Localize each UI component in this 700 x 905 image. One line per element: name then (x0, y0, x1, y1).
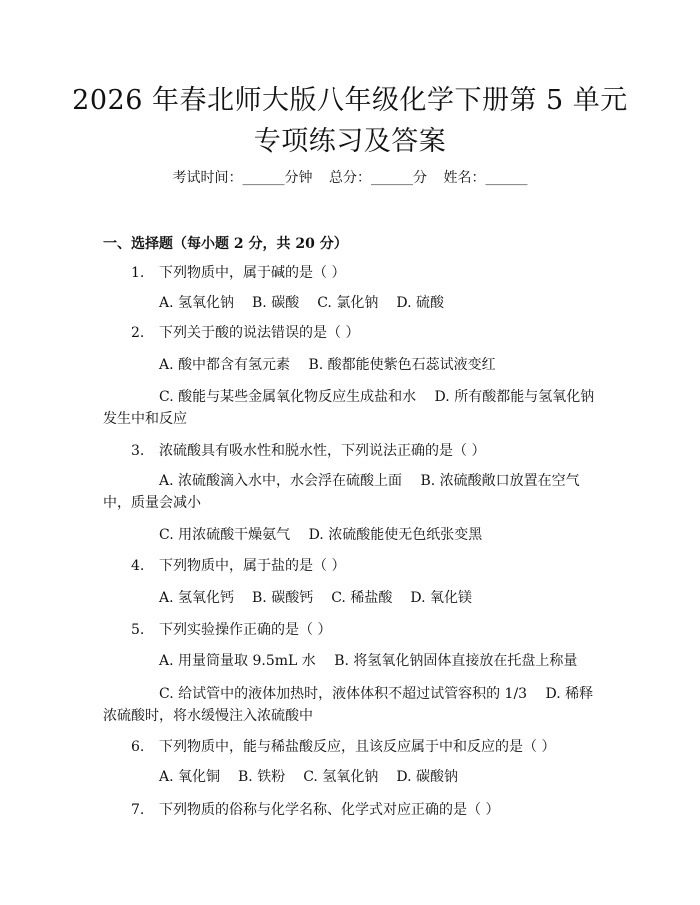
question-3-options-line2: C. 用浓硫酸干燥氨气 D. 浓硫酸能使无色纸张变黑 (159, 527, 483, 543)
option-a: A. 氧化铜 (159, 769, 221, 785)
option-b: B. 碳酸 (252, 295, 300, 311)
question-number: 1. (131, 265, 145, 281)
exam-score: 总分：______分 (329, 170, 427, 186)
student-name: 姓名：______ (443, 170, 528, 186)
question-6 (131, 736, 555, 758)
option-a: A. 氢氧化钠 (159, 295, 235, 311)
question-number: 2. (131, 325, 145, 341)
question-number: 7. (131, 802, 145, 818)
question-4-options (159, 587, 472, 609)
option-b: B. 碳酸钙 (252, 590, 314, 606)
question-number: 3. (131, 443, 145, 459)
question-5-options-line1: A. 用量筒量取 9.5mL 水 B. 将氢氧化钠固体直接放在托盘上称量 (159, 653, 578, 669)
question-3 (131, 440, 485, 462)
question-3-options-line1: A. 浓硫酸滴入水中，水会浮在硫酸上面 B. 浓硫酸敞口放置在空气中，质量会减小 (103, 473, 580, 511)
option-d: D. 碳酸钠 (396, 769, 458, 785)
question-5-options-line2: C. 给试管中的液体加热时，液体体积不超过试管容积的 1/3 D. 稀释浓硫酸时，将水缓慢注入浓硫酸中 (103, 686, 594, 724)
question-text: 下列物质中，属于碱的是（ ） (159, 265, 346, 281)
question-text: 下列物质中，属于盐的是（ ） (159, 558, 346, 574)
option-d: D. 硫酸 (396, 295, 444, 311)
question-2-options-line1: A. 酸中都含有氢元素 B. 酸都能使紫色石蕊试液变红 (159, 357, 496, 373)
document-title-line1: 2026 年春北师大版八年级化学下册第 5 单元 (72, 85, 628, 116)
option-c: C. 稀盐酸 (331, 590, 393, 606)
question-number: 6. (131, 739, 145, 755)
question-1-options (159, 292, 444, 314)
exam-meta (0, 168, 700, 188)
question-number: 5. (131, 622, 145, 638)
question-2 (131, 322, 359, 344)
question-text: 下列物质的俗称与化学名称、化学式对应正确的是（ ） (159, 802, 500, 818)
exam-time: 考试时间：______分钟 (172, 170, 313, 186)
question-text: 下列实验操作正确的是（ ） (159, 622, 332, 638)
option-d: D. 氧化镁 (410, 590, 472, 606)
question-6-options (159, 766, 458, 788)
section-heading: 一、选择题（每小题 2 分，共 20 分） (103, 236, 348, 252)
question-1 (131, 262, 345, 284)
question-number: 4. (131, 558, 145, 574)
question-text: 浓硫酸具有吸水性和脱水性，下列说法正确的是（ ） (159, 443, 486, 459)
question-text: 下列物质中，能与稀盐酸反应，且该反应属于中和反应的是（ ） (159, 739, 556, 755)
option-c: C. 氯化钠 (317, 295, 379, 311)
option-b: B. 铁粉 (238, 769, 286, 785)
document-title-line2: 专项练习及答案 (253, 126, 447, 157)
question-2-options-line2: C. 酸能与某些金属氧化物反应生成盐和水 D. 所有酸都能与氢氧化钠发生中和反应 (103, 389, 595, 427)
question-text: 下列关于酸的说法错误的是（ ） (159, 325, 360, 341)
question-5 (131, 619, 331, 641)
question-7 (131, 799, 499, 821)
option-c: C. 氢氧化钠 (303, 769, 379, 785)
question-4 (131, 555, 345, 577)
option-a: A. 氢氧化钙 (159, 590, 235, 606)
